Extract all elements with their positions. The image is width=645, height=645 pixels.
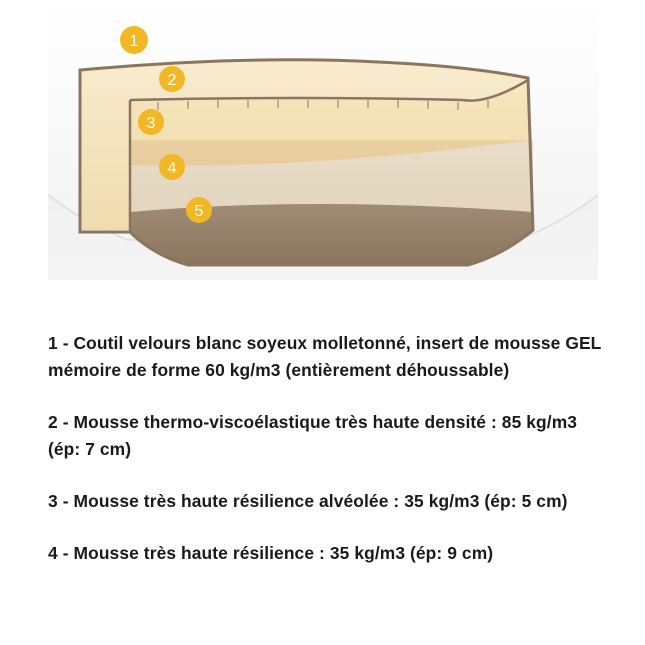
svg-text:2: 2 [167,72,177,89]
description-layer-3: 3 - Mousse très haute résilience alvéolée : 35 kg/m3 (ép: 5 cm) [48,491,568,511]
mattress-cross-section-illustration [48,0,598,280]
badge-1 [120,26,148,54]
svg-text:3: 3 [146,115,156,132]
svg-text:5: 5 [194,203,204,220]
badge-2 [159,66,185,92]
badge-4 [159,154,185,180]
description-layer-4: 4 - Mousse très haute résilience : 35 kg/m3 (ép: 9 cm) [48,543,494,563]
badge-3 [138,109,164,135]
layer-descriptions [48,330,608,592]
mattress-layers-svg [48,0,598,280]
description-layer-2: 2 - Mousse thermo-viscoélastique très haute densité : 85 kg/m3 (ép: 7 cm) [48,412,578,459]
badge-5 [186,197,212,223]
svg-text:1: 1 [129,33,139,50]
description-layer-1: 1 - Coutil velours blanc soyeux molletonné, insert de mousse GEL mémoire de forme 60 kg/m3 (entièrement déhoussable) [48,333,602,380]
svg-text:4: 4 [167,160,177,177]
